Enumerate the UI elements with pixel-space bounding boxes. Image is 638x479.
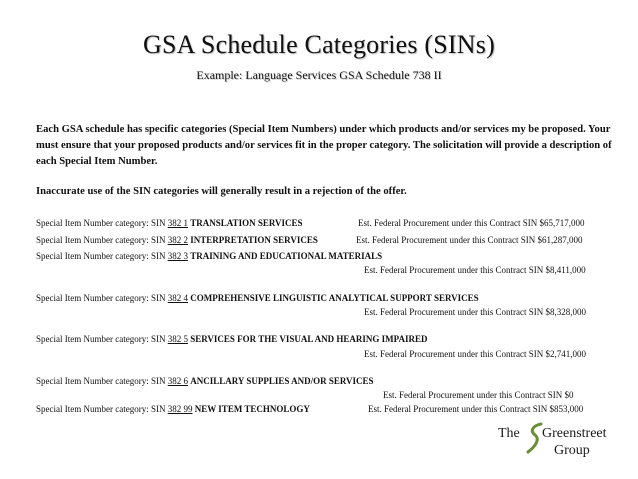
sin-name: COMPREHENSIVE LINGUISTIC ANALYTICAL SUPPORT SERVICES bbox=[190, 293, 479, 303]
sin-number: 382 6 bbox=[167, 376, 188, 386]
sin-estimate: Est. Federal Procurement under this Contract SIN $8,411,000 bbox=[364, 265, 586, 275]
sin-prefix: Special Item Number category: SIN bbox=[36, 334, 166, 344]
sin-estimate: Est. Federal Procurement under this Contract SIN $853,000 bbox=[368, 404, 584, 414]
company-logo bbox=[498, 416, 618, 464]
sin-number: 382 1 bbox=[167, 218, 188, 228]
sin-name: TRANSLATION SERVICES bbox=[190, 218, 303, 228]
sin-name: SERVICES FOR THE VISUAL AND HEARING IMPAIRED bbox=[190, 334, 428, 344]
sin-estimate: Est. Federal Procurement under this Contract SIN $61,287,000 bbox=[356, 235, 583, 245]
page-subtitle: Example: Language Services GSA Schedule 738 II bbox=[196, 68, 442, 82]
sin-name: TRAINING AND EDUCATIONAL MATERIALS bbox=[190, 251, 383, 261]
sin-number: 382 2 bbox=[167, 235, 188, 245]
sin-row bbox=[36, 334, 427, 344]
sin-prefix: Special Item Number category: SIN bbox=[36, 404, 166, 414]
sin-number: 382 99 bbox=[167, 404, 193, 414]
sin-prefix: Special Item Number category: SIN bbox=[36, 293, 166, 303]
page-title: GSA Schedule Categories (SINs) bbox=[143, 30, 495, 59]
logo-word-the: The bbox=[498, 426, 520, 441]
sin-prefix: Special Item Number category: SIN bbox=[36, 235, 166, 245]
sin-row bbox=[36, 404, 310, 414]
sin-number: 382 3 bbox=[167, 251, 188, 261]
sin-number: 382 5 bbox=[167, 334, 188, 344]
logo-word-group: Group bbox=[554, 443, 590, 458]
sin-row bbox=[36, 376, 374, 386]
sin-row bbox=[36, 293, 479, 303]
sin-row bbox=[36, 218, 303, 228]
sin-name: ANCILLARY SUPPLIES AND/OR SERVICES bbox=[190, 376, 374, 386]
sin-name: INTERPRETATION SERVICES bbox=[190, 235, 318, 245]
sin-prefix: Special Item Number category: SIN bbox=[36, 218, 166, 228]
sin-row bbox=[36, 251, 382, 261]
warning-paragraph: Inaccurate use of the SIN categories will generally result in a rejection of the offer. bbox=[36, 186, 407, 197]
logo-word-greenstreet: Greenstreet bbox=[542, 426, 607, 441]
sin-number: 382 4 bbox=[167, 293, 188, 303]
intro-paragraph: Each GSA schedule has specific categories (Special Item Numbers) under which products and/or services my be proposed. Your must ensure that your proposed products and/or services fit in the proper category. The solicitation will provide a description of each Special Item Number. bbox=[36, 124, 612, 167]
sin-estimate: Est. Federal Procurement under this Contract SIN $0 bbox=[383, 390, 574, 400]
sin-prefix: Special Item Number category: SIN bbox=[36, 251, 166, 261]
sin-prefix: Special Item Number category: SIN bbox=[36, 376, 166, 386]
sin-estimate: Est. Federal Procurement under this Contract SIN $2,741,000 bbox=[364, 349, 586, 359]
sin-name: NEW ITEM TECHNOLOGY bbox=[194, 404, 310, 414]
sin-estimate: Est. Federal Procurement under this Contract SIN $65,717,000 bbox=[358, 218, 585, 228]
sin-estimate: Est. Federal Procurement under this Contract SIN $8,328,000 bbox=[364, 307, 586, 317]
sin-row bbox=[36, 235, 318, 245]
